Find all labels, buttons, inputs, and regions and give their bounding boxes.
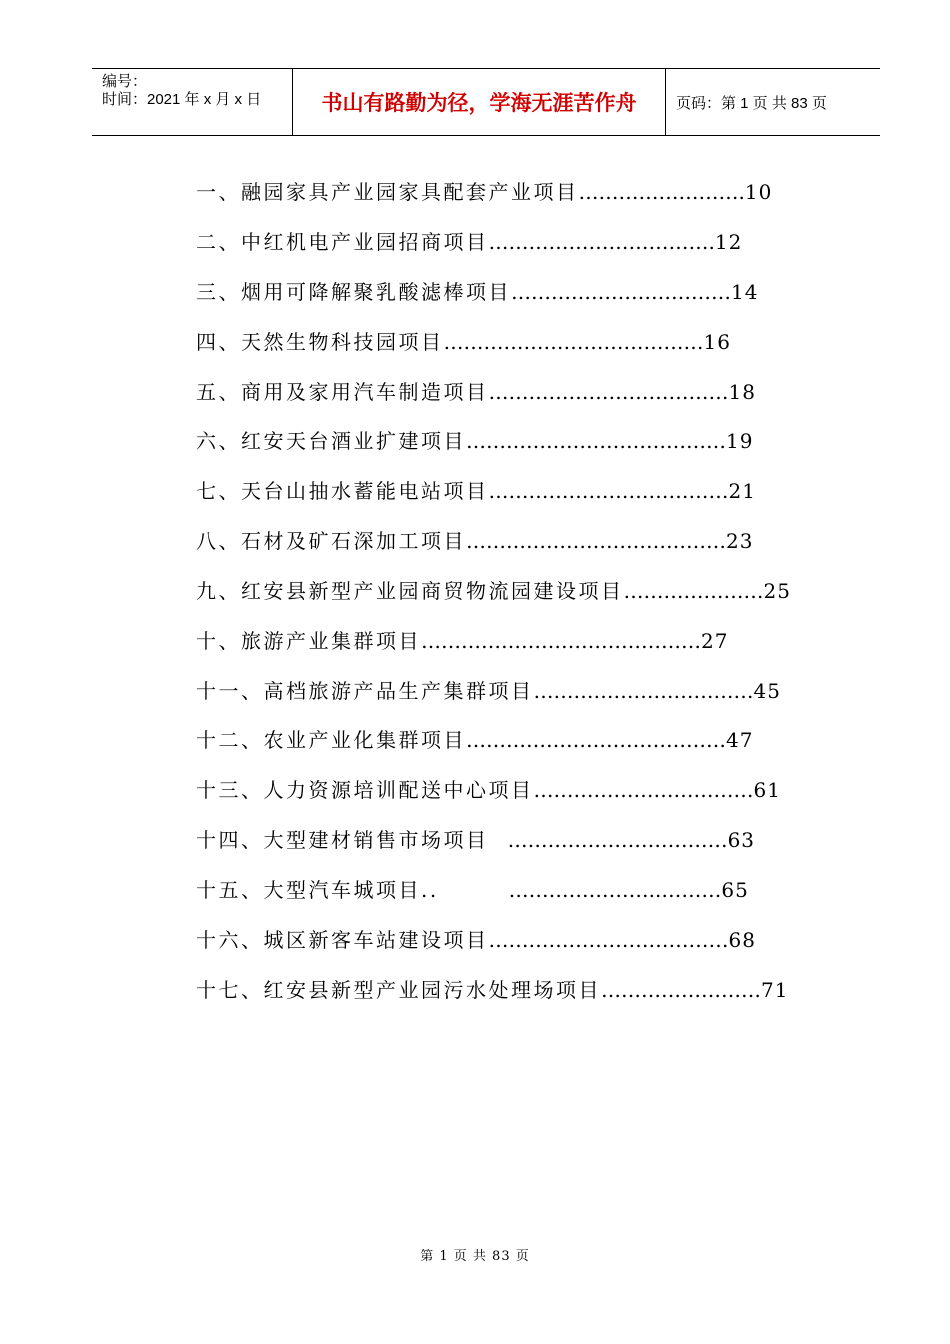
toc-item[interactable] [196, 925, 756, 955]
toc-item[interactable] [196, 476, 756, 506]
header-left-cell [92, 69, 293, 135]
toc-item-page: 14 [731, 280, 759, 304]
toc-item-dots: ………………………………… [466, 429, 726, 453]
toc-item-dots: ………………………………… [443, 330, 704, 354]
toc-item-page: 12 [714, 230, 743, 254]
toc-item-page: 45 [753, 679, 781, 703]
toc-item-dots: ………………………………… [466, 728, 726, 752]
toc-item[interactable] [196, 277, 758, 307]
toc-item-page: 47 [726, 728, 754, 752]
toc-item-dots: …………………………… [533, 679, 754, 703]
toc-item-title: 七、天台山抽水蓄能电站项目 [196, 479, 489, 503]
toc-item-title: 十、旅游产业集群项目 [196, 629, 421, 653]
toc-item-page: 25 [763, 579, 791, 603]
time-label: 时间：2021 年 x 月 x 日 [102, 91, 262, 108]
toc-item[interactable] [196, 825, 755, 855]
toc-item[interactable] [196, 177, 772, 207]
toc-item-title: 十七、红安县新型产业园污水处理场项目 [196, 978, 601, 1002]
page-header [92, 68, 880, 136]
toc-item[interactable] [196, 725, 753, 755]
toc-item-page: 16 [703, 330, 731, 354]
toc-item-title: 十三、人力资源培训配送中心项目 [196, 778, 534, 802]
toc-item-title: 十六、城区新客车站建设项目 [196, 928, 489, 952]
toc-item-dots: ……………………. [578, 180, 745, 204]
toc-item-dots: ……………………………… [488, 380, 729, 404]
toc-item-page: 68 [728, 928, 756, 952]
toc-item-dots: …………………..……… [438, 878, 722, 902]
toc-item-title: 三、烟用可降解聚乳酸滤棒项目 [196, 280, 511, 304]
toc-item-dots: …………………………… [533, 778, 754, 802]
toc-item[interactable] [196, 526, 753, 556]
toc-item-dots: …………………… [601, 978, 761, 1002]
toc-item-title: 一、融园家具产业园家具配套产业项目 [196, 180, 579, 204]
toc-item[interactable] [196, 576, 791, 606]
header-right-cell [666, 69, 880, 135]
toc-item-page: 65 [721, 878, 749, 902]
toc-item-dots: ……………………………… [488, 479, 729, 503]
toc-item-page: 10 [744, 180, 773, 204]
toc-item-page: 63 [727, 828, 756, 852]
toc-item-title: 八、石材及矿石深加工项目 [196, 529, 466, 553]
toc-item[interactable] [196, 975, 788, 1005]
toc-item-title: 九、红安县新型产业园商贸物流园建设项目 [196, 579, 624, 603]
toc-item-dots: ……………………………. [488, 230, 715, 254]
toc-item-title: 六、红安天台酒业扩建项目 [196, 429, 466, 453]
toc-item-page: 71 [761, 978, 789, 1002]
toc-item[interactable] [196, 775, 781, 805]
toc-item-dots: …………………………… [511, 280, 731, 304]
toc-item-page: 21 [728, 479, 756, 503]
toc-item-dots: ……………………………… [488, 928, 729, 952]
toc-item[interactable] [196, 875, 749, 905]
toc-item[interactable] [196, 676, 781, 706]
toc-item-title: 二、中红机电产业园招商项目 [196, 230, 489, 254]
toc-item-page: 61 [753, 778, 781, 802]
toc-item[interactable] [196, 426, 753, 456]
toc-item-dots: ………………… [623, 579, 764, 603]
toc-item-title: 五、商用及家用汽车制造项目 [196, 380, 489, 404]
toc-item-page: 27 [701, 629, 729, 653]
toc-item-dots: ………………………………… [466, 529, 726, 553]
toc-item-title: 四、天然生物科技园项目 [196, 330, 444, 354]
header-middle-cell [293, 69, 666, 135]
header-motto: 书山有路勤为径，学海无涯苦作舟 [321, 91, 637, 115]
toc-item-title: 十四、大型建材销售市场项目 [196, 828, 489, 852]
toc-item[interactable] [196, 626, 728, 656]
toc-item-page: 19 [726, 429, 754, 453]
toc-item-dots: …………………………… [488, 828, 728, 852]
toc-item[interactable] [196, 377, 756, 407]
toc-item-title: 十二、农业产业化集群项目 [196, 728, 466, 752]
toc-item-dots: …………………………………… [421, 629, 701, 653]
toc-item-page: 18 [728, 380, 756, 404]
toc-item[interactable] [196, 327, 731, 357]
header-page-info: 页码：第 1 页 共 83 页 [676, 94, 827, 112]
toc-item-page: 23 [726, 529, 754, 553]
number-label: 编号： [102, 73, 148, 90]
toc-item-title: 十一、高档旅游产品生产集群项目 [196, 679, 534, 703]
page-footer: 第 1 页 共 83 页 [420, 1249, 530, 1264]
toc-item[interactable] [196, 227, 742, 257]
toc-item-title: 十五、大型汽车城项目.. [196, 878, 439, 902]
